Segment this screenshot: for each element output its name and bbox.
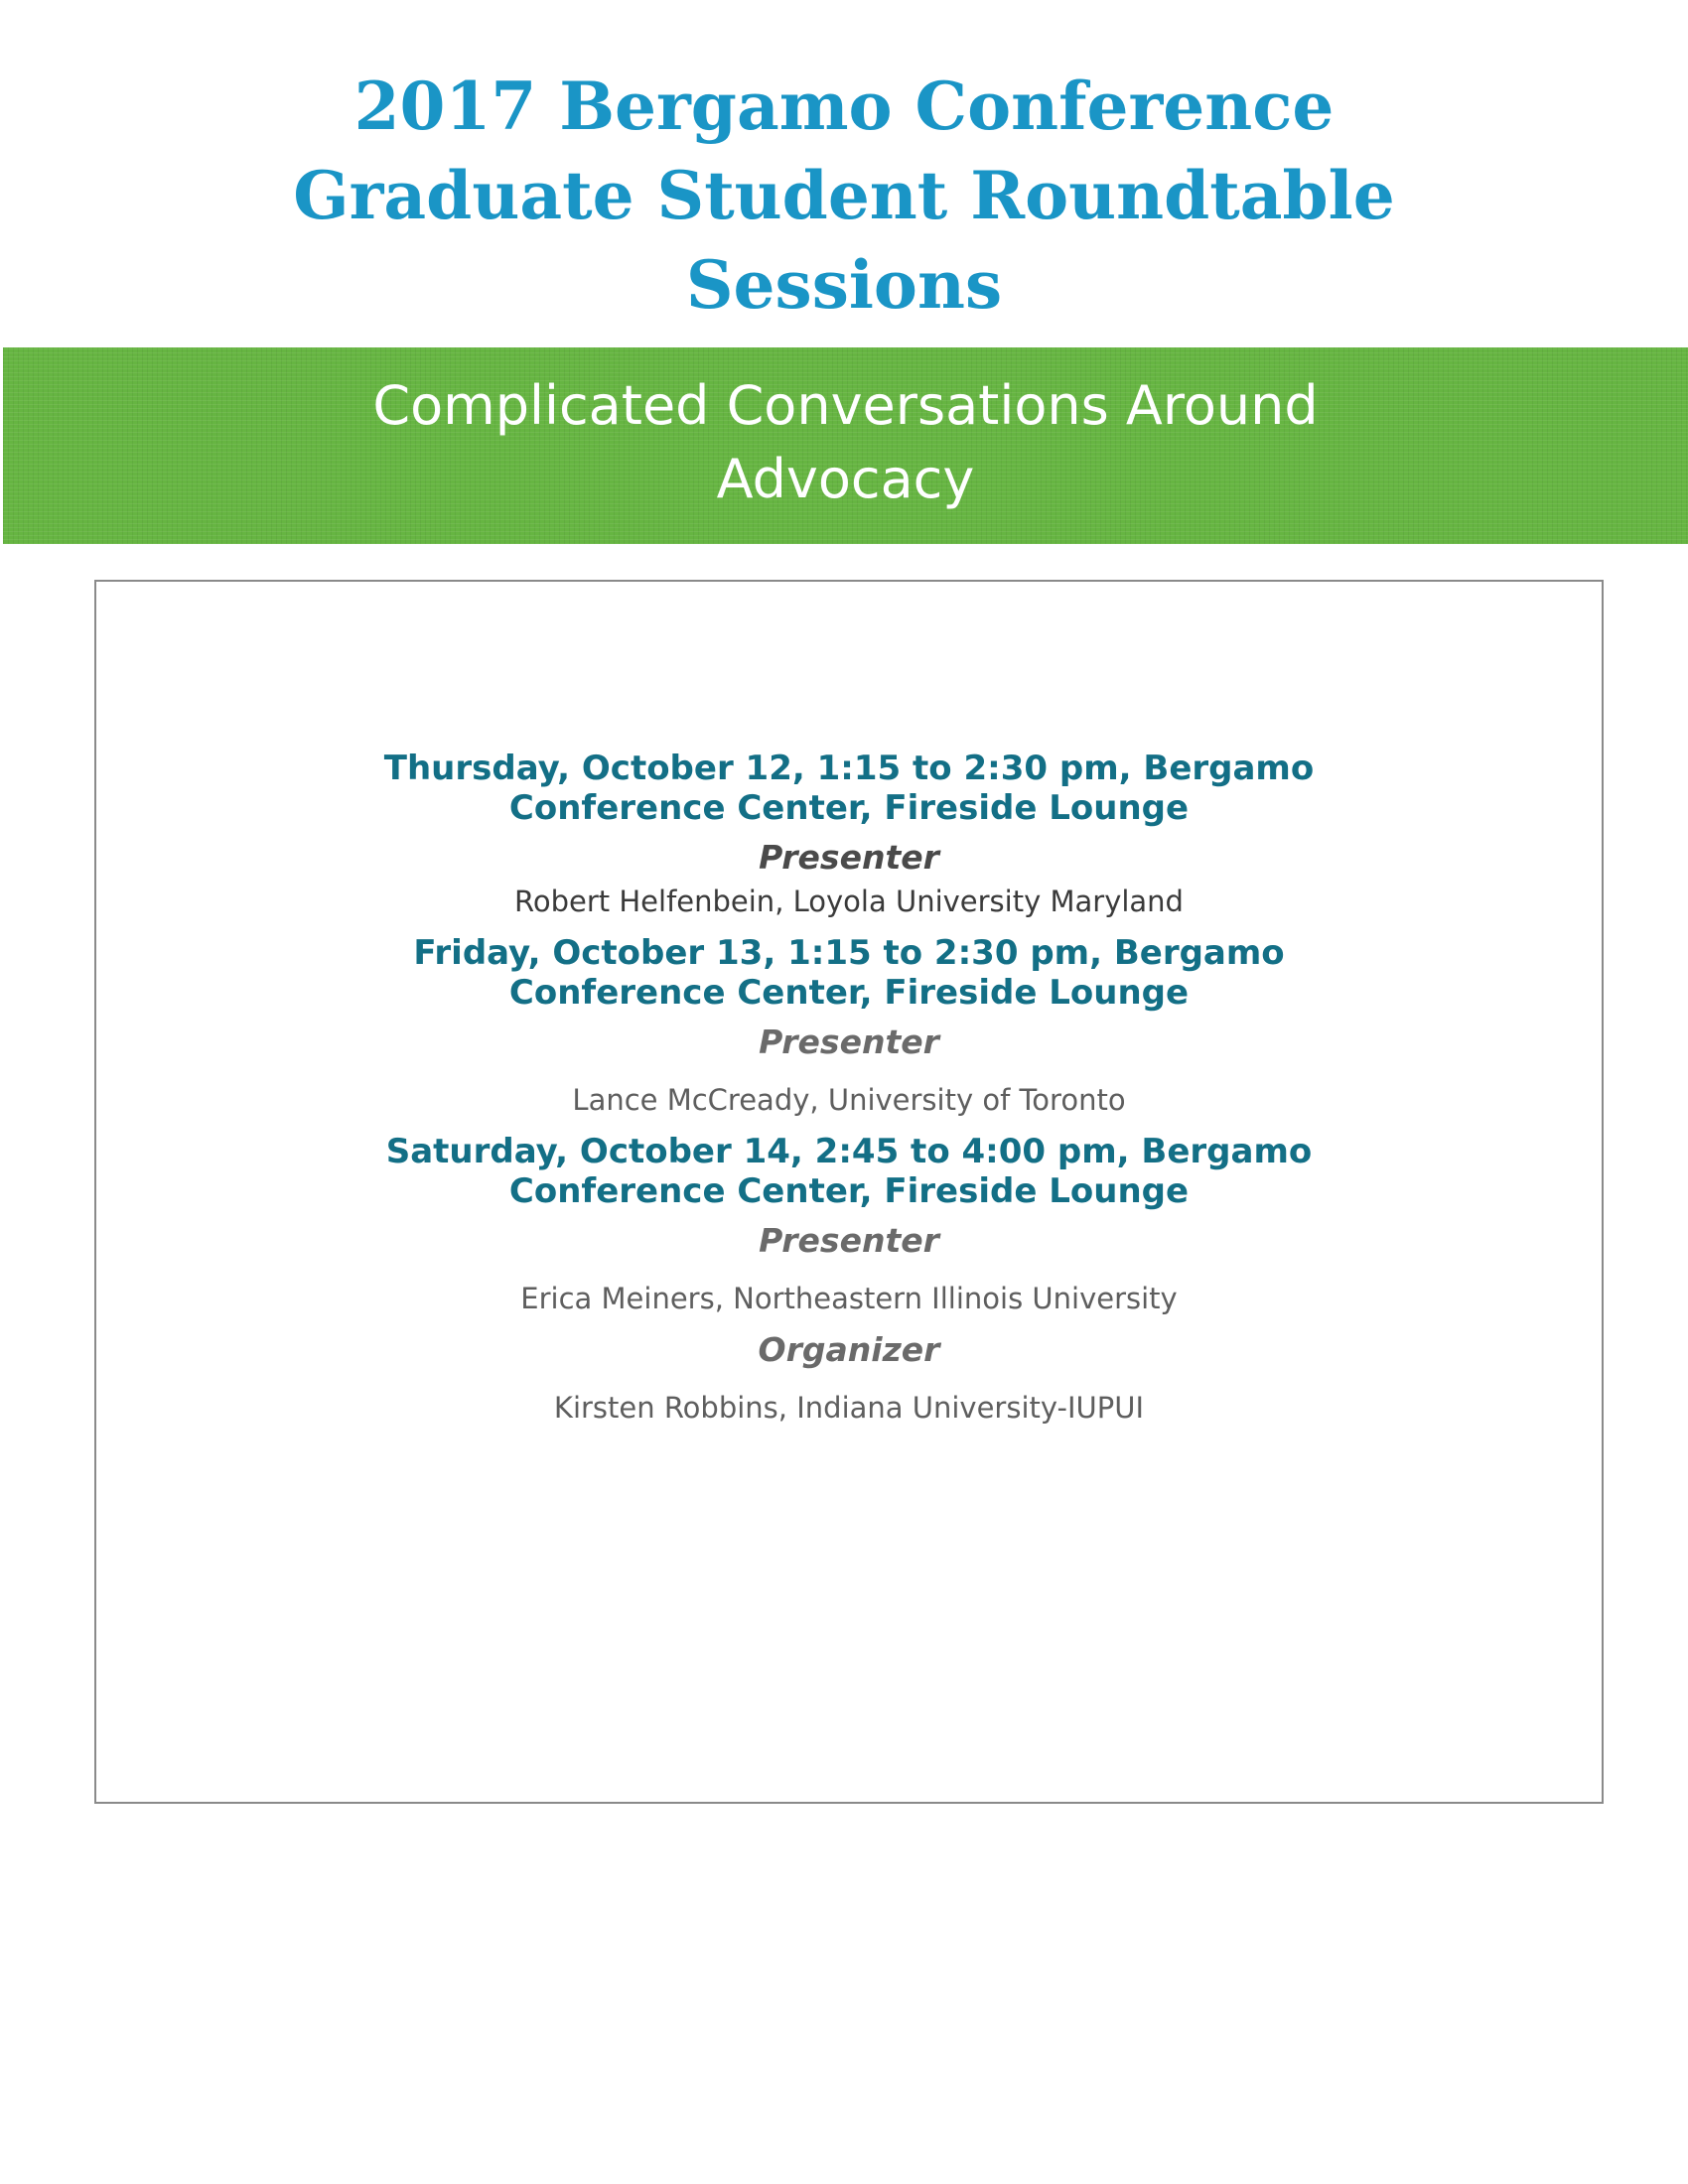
session-heading-line: Conference Center, Fireside Lounge: [508, 788, 1190, 828]
banner-title-line: Complicated Conversations Around: [372, 374, 1319, 437]
session-heading: [96, 933, 1602, 1013]
role-label: Presenter: [759, 838, 939, 877]
session-heading: [96, 1132, 1602, 1211]
session-saturday: [96, 1132, 1602, 1316]
banner-title: [3, 369, 1688, 516]
session-heading-line: Conference Center, Fireside Lounge: [508, 973, 1190, 1013]
role-label: Presenter: [759, 1221, 939, 1260]
organizer-name: Kirsten Robbins, Indiana University-IUPUI: [553, 1391, 1145, 1425]
session-banner: [3, 347, 1688, 544]
page-title-line: 2017 Bergamo Conference: [353, 68, 1335, 145]
role-label: Presenter: [759, 1023, 939, 1061]
session-heading-line: Thursday, October 12, 1:15 to 2:30 pm, Bergamo: [383, 749, 1315, 788]
presenter-name: Erica Meiners, Northeastern Illinois University: [520, 1282, 1178, 1315]
session-heading: [96, 749, 1602, 828]
session-friday: [96, 933, 1602, 1118]
session-thursday: [96, 749, 1602, 919]
presenter-name: Robert Helfenbein, Loyola University Maryland: [514, 885, 1184, 918]
session-heading-line: Conference Center, Fireside Lounge: [508, 1171, 1190, 1211]
page-title-line: Graduate Student Roundtable: [293, 157, 1395, 234]
page-title: [0, 62, 1688, 330]
banner-title-line: Advocacy: [716, 448, 975, 510]
session-heading-line: Friday, October 13, 1:15 to 2:30 pm, Bergamo: [413, 933, 1285, 973]
organizer-block: [96, 1330, 1602, 1426]
organizer-label: Organizer: [758, 1330, 940, 1369]
page-title-line: Sessions: [685, 246, 1003, 324]
schedule-list: [96, 749, 1602, 1426]
schedule-box: [94, 580, 1604, 1804]
presenter-name: Lance McCready, University of Toronto: [572, 1083, 1126, 1117]
session-heading-line: Saturday, October 14, 2:45 to 4:00 pm, Bergamo: [385, 1132, 1313, 1171]
